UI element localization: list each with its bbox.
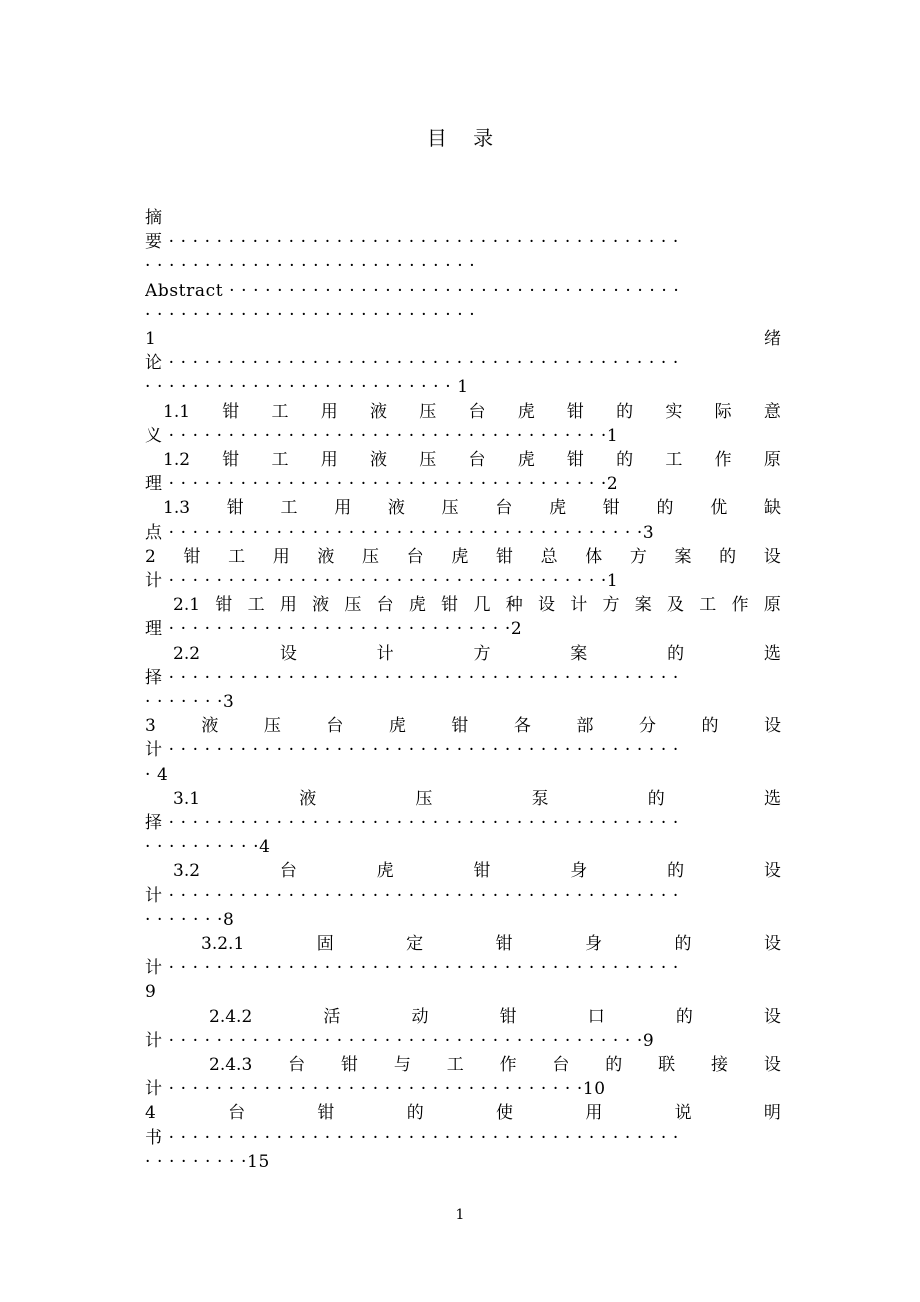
toc-word: 台 [495, 498, 513, 519]
toc-line [145, 1126, 781, 1150]
toc-word: 原 [763, 450, 781, 470]
toc-text: 义 · · · · · · · · · · · · · · · · · · · · · · · · · · · · · · · · · · · · ·1 [145, 425, 619, 446]
toc-text: 计 · · · · · · · · · · · · · · · · · · · · · · · · · · · · · · · · · · · · · · · ·9 [145, 1030, 655, 1051]
toc-line [201, 932, 781, 956]
toc-line [209, 1053, 781, 1077]
toc-text: · · · · · · ·8 [145, 909, 235, 930]
toc-text: 理 · · · · · · · · · · · · · · · · · · · · · · · · · · · · ·2 [145, 619, 523, 640]
toc-word: 钳 [441, 595, 459, 616]
toc-word: 设 [763, 546, 781, 567]
toc-word: 的 [675, 1006, 693, 1027]
toc-text: · · · · · · · · · · · · · · · · · · · · · · · · · · · · [145, 304, 476, 325]
toc-line [145, 956, 781, 980]
toc-word: 工 [228, 546, 246, 567]
toc-word: 方 [473, 643, 491, 664]
toc-word: 1 [145, 329, 156, 349]
toc-word: 压 [419, 401, 437, 422]
toc-word: 身 [585, 934, 603, 954]
toc-word: 设 [763, 934, 781, 954]
toc-word: 压 [362, 546, 380, 567]
toc-word: 液 [369, 450, 387, 470]
toc-line [145, 351, 781, 375]
toc-word: 口 [587, 1006, 605, 1027]
toc-word: 虎 [408, 595, 426, 616]
toc-word: 案 [570, 643, 588, 664]
toc-word: 台 [279, 861, 297, 882]
toc-word: 钳 [566, 401, 584, 422]
toc-word: 与 [393, 1055, 411, 1075]
toc-word: 1.2 [163, 450, 191, 470]
toc-word: 钳 [495, 546, 513, 567]
toc-word: 钳 [183, 546, 201, 567]
toc-word: 设 [763, 1006, 781, 1027]
toc-word: 种 [505, 595, 523, 616]
toc-word: 的 [701, 716, 719, 737]
toc-word: 及 [667, 595, 685, 616]
toc-word: 固 [316, 934, 334, 954]
toc-text: 计 · · · · · · · · · · · · · · · · · · · · · · · · · · · · · · · · · · · · ·1 [145, 571, 619, 591]
toc-text: 9 [145, 982, 157, 1003]
toc-word: 各 [513, 716, 531, 737]
toc-text: 论 · · · · · · · · · · · · · · · · · · · · · · · · · · · · · · · · · · · · · · · · · · · [145, 353, 679, 374]
toc-word: 设 [763, 716, 781, 737]
toc-word: 台 [228, 1103, 246, 1124]
toc-word: 的 [647, 788, 665, 809]
toc-line [145, 545, 781, 569]
toc-line [145, 811, 781, 835]
toc-word: 液 [387, 498, 405, 519]
toc-word: 台 [468, 450, 486, 470]
toc-word: 台 [406, 546, 424, 567]
toc-word: 钳 [222, 450, 240, 470]
toc-line [145, 254, 781, 278]
toc-word: 缺 [763, 498, 781, 519]
toc-word: 的 [616, 401, 634, 422]
toc-line [145, 1101, 781, 1125]
toc-text: 择 · · · · · · · · · · · · · · · · · · · · · · · · · · · · · · · · · · · · · · · · · · · [145, 667, 679, 688]
toc-word: 意 [763, 401, 781, 422]
toc-word: 设 [763, 1055, 781, 1075]
toc-line [173, 859, 781, 883]
toc-word: 工 [446, 1055, 464, 1075]
toc-word: 3.2.1 [201, 934, 245, 954]
toc-word: 钳 [317, 1103, 335, 1124]
toc-word: 工 [280, 498, 298, 519]
toc-word: 用 [320, 450, 338, 470]
toc-line [145, 424, 781, 448]
toc-word: 体 [585, 546, 603, 567]
toc-word: 计 [570, 595, 588, 616]
toc-word: 用 [585, 1103, 603, 1124]
toc-word: 接 [711, 1055, 728, 1075]
toc-word: 使 [496, 1103, 514, 1124]
toc-word: 2.1 [173, 595, 201, 616]
toc-word: 工 [665, 450, 683, 470]
toc-word: 钳 [226, 498, 244, 519]
toc-word: 钳 [499, 1006, 517, 1027]
toc-line [145, 1150, 781, 1174]
toc-line [173, 593, 781, 617]
toc-word: 的 [667, 861, 685, 882]
toc-word: 2.2 [173, 643, 201, 664]
toc-line [163, 496, 781, 520]
toc-word: 液 [317, 546, 335, 567]
toc-text: 计 · · · · · · · · · · · · · · · · · · · · · · · · · · · · · · · · · · · · · · · · · · · [145, 740, 679, 761]
toc-word: 液 [312, 595, 330, 616]
toc-word: 3.1 [173, 788, 201, 809]
toc-text: · · · · · · · · · · · · · · · · · · · · · · · · · · 1 [145, 377, 469, 398]
page-title: 目 录 [426, 126, 504, 150]
toc-word: 1.3 [163, 498, 191, 519]
toc-text: 要 · · · · · · · · · · · · · · · · · · · · · · · · · · · · · · · · · · · · · · · · · · · [145, 232, 679, 253]
toc-text: Abstract · · · · · · · · · · · · · · · · · · · · · · · · · · · · · · · · · · · · · · [145, 280, 680, 301]
toc-word: 的 [667, 643, 685, 664]
toc-word: 的 [605, 1055, 623, 1075]
toc-word: 联 [658, 1055, 676, 1075]
toc-text: 计 · · · · · · · · · · · · · · · · · · · · · · · · · · · · · · · · · · · · · · · · · · · [145, 958, 679, 979]
toc-word: 身 [570, 861, 588, 882]
toc-word: 台 [468, 401, 486, 422]
toc-word: 作 [714, 450, 732, 470]
toc-text: · · · · · · · · · · · · · · · · · · · · · · · · · · · · [145, 256, 476, 277]
toc-word: 案 [634, 595, 652, 616]
toc-word: 分 [638, 716, 656, 737]
toc-word: 计 [376, 643, 394, 664]
toc-line [209, 1005, 781, 1029]
toc-text: 理 · · · · · · · · · · · · · · · · · · · · · · · · · · · · · · · · · · · · ·2 [145, 474, 619, 495]
toc-word: 用 [320, 401, 338, 422]
toc-word: 设 [537, 595, 555, 616]
toc-word: 用 [279, 595, 297, 616]
toc-word: 台 [326, 716, 344, 737]
toc-word: 实 [665, 401, 683, 422]
toc-word: 原 [763, 595, 781, 616]
toc-word: 虎 [376, 861, 394, 882]
toc-text: · 4 [145, 764, 169, 785]
toc-line [145, 303, 781, 327]
toc-word: 际 [714, 401, 732, 422]
toc-word: 工 [271, 401, 289, 422]
toc-line [145, 763, 781, 787]
toc-text: 书 · · · · · · · · · · · · · · · · · · · · · · · · · · · · · · · · · · · · · · · · · · · [145, 1127, 679, 1148]
toc-word: 总 [540, 546, 558, 567]
toc-text: 计 · · · · · · · · · · · · · · · · · · · · · · · · · · · · · · · · · · · · · · · · · · · [145, 885, 679, 906]
toc-line [145, 1077, 781, 1101]
toc-word: 定 [406, 934, 424, 954]
toc-word: 绪 [764, 329, 781, 349]
toc-word: 优 [710, 498, 728, 519]
toc-word: 作 [731, 595, 749, 616]
toc-line [145, 327, 781, 351]
toc-text: 择 · · · · · · · · · · · · · · · · · · · · · · · · · · · · · · · · · · · · · · · · · · · [145, 813, 679, 833]
toc-word: 1.1 [163, 401, 191, 422]
toc-word: 用 [334, 498, 352, 519]
toc-word: 2.4.2 [209, 1006, 253, 1027]
toc-word: 作 [499, 1055, 517, 1075]
toc-line [145, 666, 781, 690]
toc-word: 钳 [566, 450, 584, 470]
toc-line [145, 206, 781, 230]
toc-word: 虎 [549, 498, 567, 519]
toc-word: 的 [674, 934, 692, 954]
toc-word: 2 [145, 546, 156, 567]
toc-word: 台 [552, 1055, 570, 1075]
toc-text: 摘 [145, 208, 163, 228]
toc-word: 的 [656, 498, 674, 519]
toc-text: · · · · · · · · ·15 [145, 1151, 270, 1172]
toc-line [145, 521, 781, 545]
toc-line [145, 472, 781, 496]
toc-word: 虎 [451, 546, 469, 567]
toc-line [173, 787, 781, 811]
toc-word: 液 [299, 788, 317, 809]
toc-line [163, 448, 781, 472]
toc-word: 钳 [451, 716, 469, 737]
toc-line [145, 884, 781, 908]
toc-word: 3 [145, 716, 156, 737]
toc-line [145, 908, 781, 932]
toc-word: 2.4.3 [209, 1055, 253, 1075]
toc-word: 方 [629, 546, 647, 567]
toc-text: 计 · · · · · · · · · · · · · · · · · · · · · · · · · · · · · · · · · · ·10 [145, 1079, 606, 1100]
toc-word: 钳 [340, 1055, 358, 1075]
toc-line [145, 617, 781, 641]
toc-word: 4 [145, 1103, 156, 1124]
toc-word: 方 [602, 595, 620, 616]
toc-word: 工 [247, 595, 265, 616]
toc-word: 钳 [222, 401, 240, 422]
toc-word: 液 [201, 716, 219, 737]
toc-text: · · · · · · ·3 [145, 692, 235, 712]
toc-word: 3.2 [173, 861, 201, 882]
toc-word: 工 [271, 450, 289, 470]
toc-text: 点 · · · · · · · · · · · · · · · · · · · · · · · · · · · · · · · · · · · · · · · ·3 [145, 522, 655, 543]
toc-word: 台 [288, 1055, 306, 1075]
toc-line [173, 642, 781, 666]
toc-word: 部 [576, 716, 594, 737]
toc-word: 的 [719, 546, 737, 567]
toc-word: 的 [616, 450, 634, 470]
page-number: 1 [455, 1207, 465, 1223]
toc-word: 工 [699, 595, 717, 616]
toc-word: 液 [369, 401, 387, 422]
toc-word: 设 [763, 861, 781, 882]
toc-line [145, 569, 781, 593]
toc-word: 泵 [531, 788, 549, 809]
toc-word: 钳 [473, 861, 491, 882]
toc-word: 虎 [517, 401, 535, 422]
toc-word: 案 [674, 546, 692, 567]
toc-word: 设 [279, 643, 297, 664]
toc-line [145, 375, 781, 399]
toc-word: 压 [419, 450, 437, 470]
toc-word: 动 [411, 1006, 429, 1027]
toc-word: 虎 [388, 716, 406, 737]
toc-word: 钳 [495, 934, 513, 954]
toc-line [163, 400, 781, 424]
toc-word: 明 [763, 1103, 781, 1124]
toc-word: 的 [406, 1103, 424, 1124]
toc-text: · · · · · · · · · ·4 [145, 837, 271, 858]
toc-line [145, 980, 781, 1004]
toc-word: 压 [441, 498, 459, 519]
toc-word: 选 [763, 788, 781, 809]
toc-line [145, 230, 781, 254]
toc-word: 钳 [215, 595, 233, 616]
toc-word: 虎 [517, 450, 535, 470]
toc-word: 台 [376, 595, 394, 616]
toc-line [145, 714, 781, 738]
toc-word: 压 [263, 716, 281, 737]
toc-line [145, 279, 781, 303]
toc-word: 选 [763, 643, 781, 664]
toc-word: 几 [473, 595, 491, 616]
toc-word: 压 [415, 788, 433, 809]
toc-word: 说 [674, 1103, 692, 1124]
toc-line [145, 835, 781, 859]
toc-line [145, 1029, 781, 1053]
toc-word: 压 [344, 595, 362, 616]
toc-word: 活 [323, 1006, 341, 1027]
toc-line [145, 738, 781, 762]
toc-word: 钳 [602, 498, 620, 519]
toc-line [145, 690, 781, 714]
toc-word: 用 [272, 546, 290, 567]
